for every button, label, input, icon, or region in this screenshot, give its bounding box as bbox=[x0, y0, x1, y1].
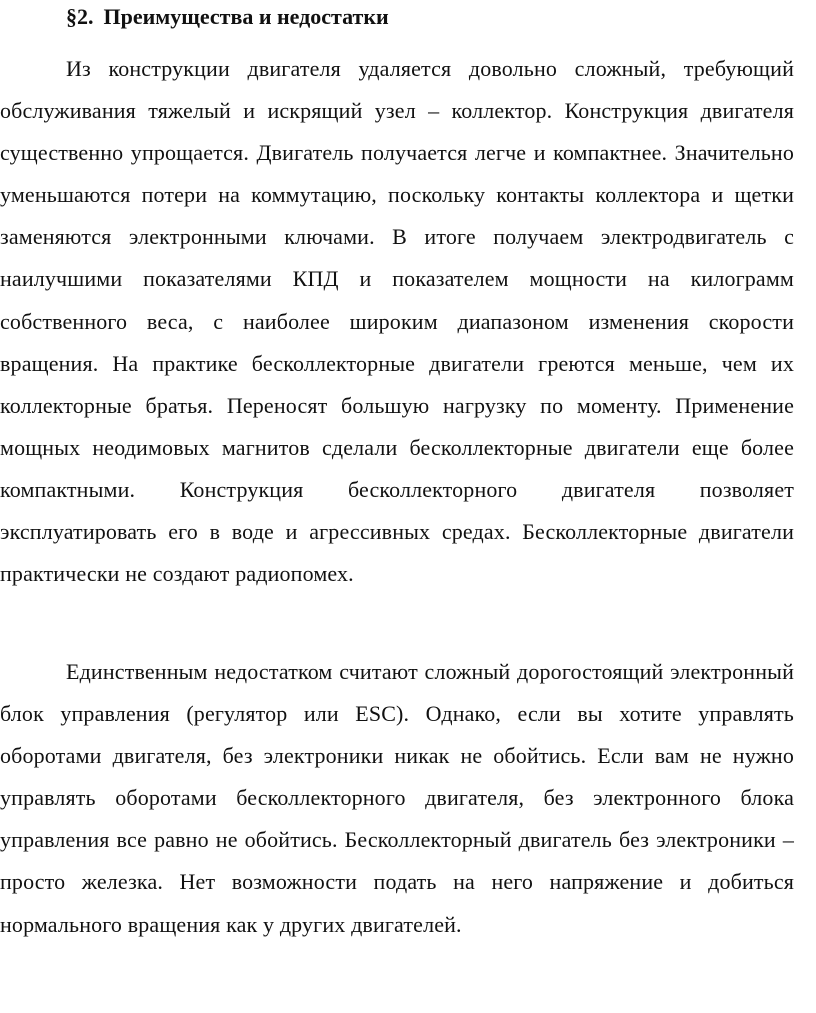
paragraph-disadvantages: Единственным недостатком считают сложный дорогостоящий электронный блок управления (регулятор или ESC). Однако, если вы хотите управлять оборотами двигателя, без электроники никак не обойтись. Если вам не нужно управлять оборотами бесколлекторного двигателя, без электронного блока управления все равно не обойтись. Бесколлекторный двигатель без электроники – просто железка. Нет возможности подать на него напряжение и добиться нормального вращения как у других двигателей. bbox=[0, 659, 794, 937]
section-heading bbox=[66, 2, 389, 32]
section-title: Преимущества и недостатки bbox=[103, 4, 389, 29]
section-number: §2. bbox=[66, 4, 94, 29]
paragraph-advantages: Из конструкции двигателя удаляется довольно сложный, требующий обслуживания тяжелый и искрящий узел – коллектор. Конструкция двигателя существенно упрощается. Двигатель получается легче и компактнее. Значительно уменьшаются потери на коммутацию, поскольку контакты коллектора и щетки заменяются электронными ключами. В итоге получаем электродвигатель с наилучшими показателями КПД и показателем мощности на килограмм собственного веса, с наиболее широким диапазоном изменения скорости вращения. На практике бесколлекторные двигатели греются меньше, чем их коллекторные братья. Переносят большую нагрузку по моменту. Применение мощных неодимовых магнитов сделали бесколлекторные двигатели еще более компактными. Конструкция бесколлекторного двигателя позволяет эксплуатировать его в воде и агрессивных средах. Бесколлекторные двигатели практически не создают радиопомех. bbox=[0, 56, 794, 587]
